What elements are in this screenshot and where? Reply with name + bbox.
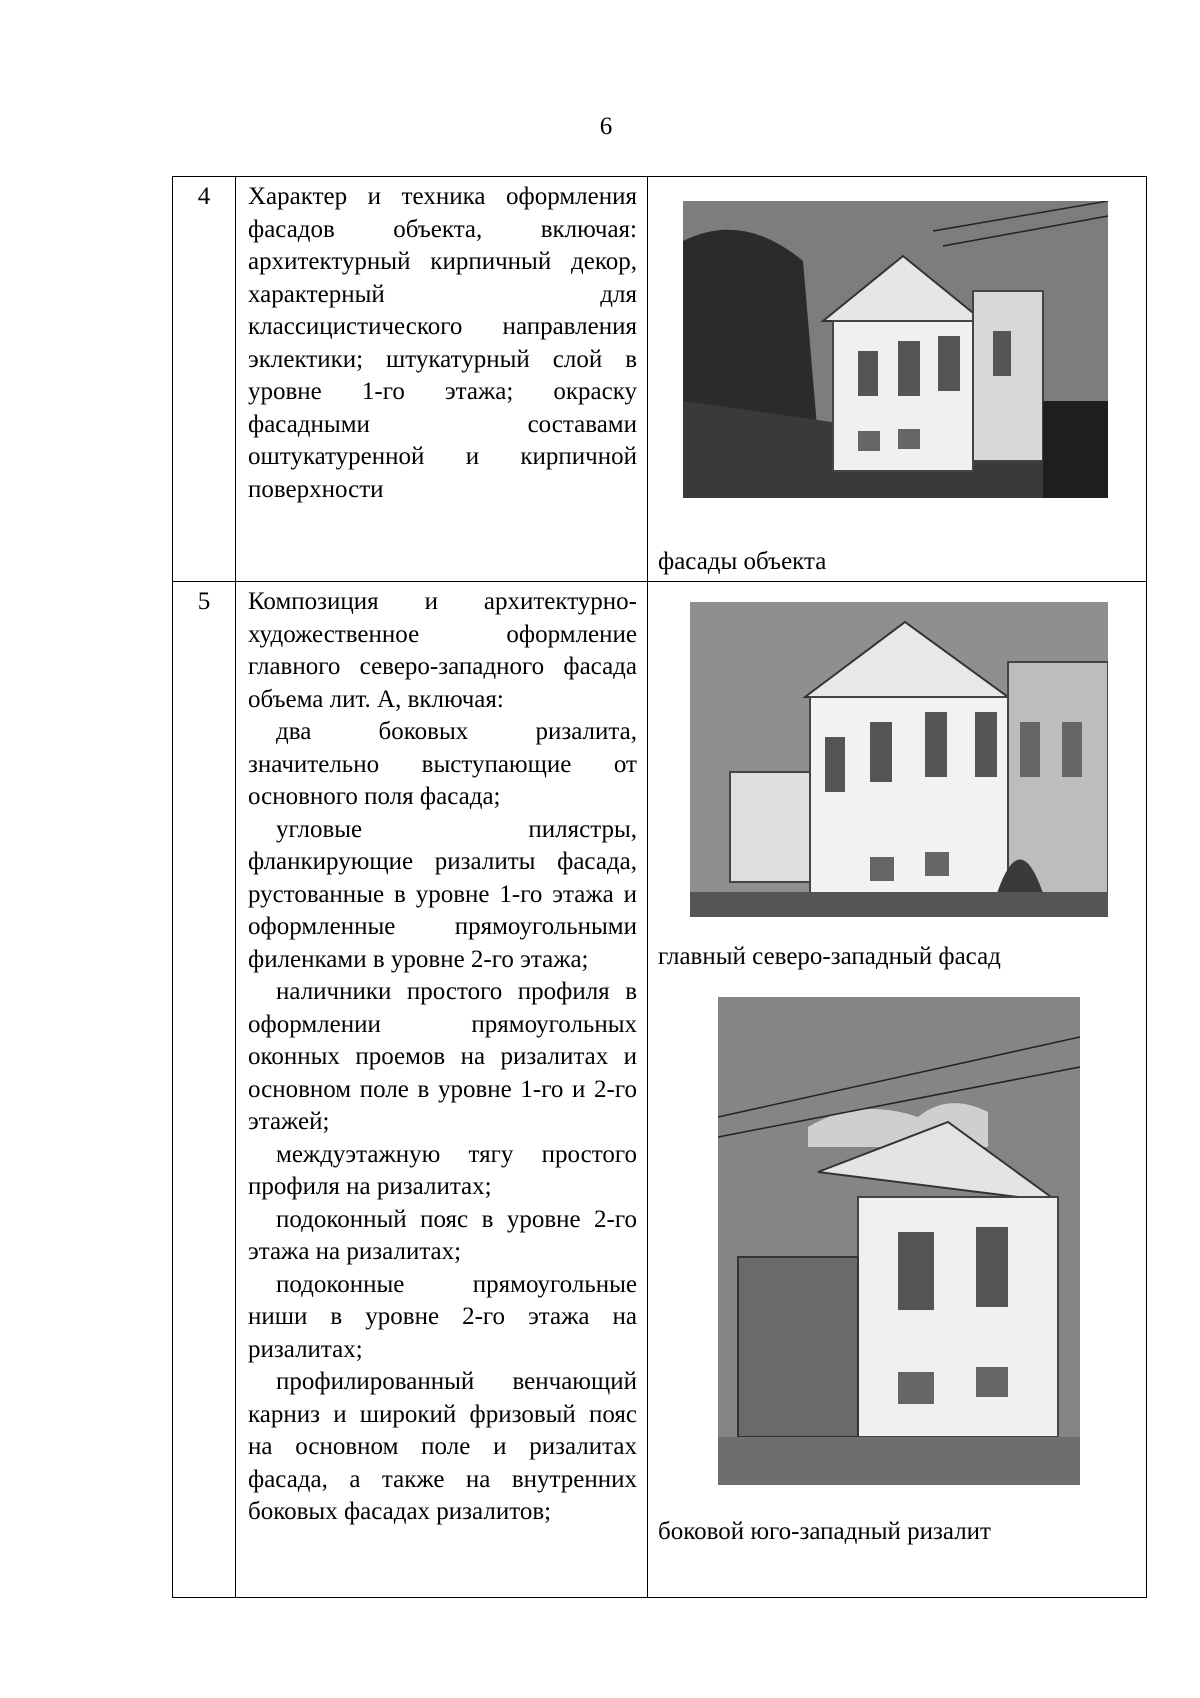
side-risalit-photo [718,997,1080,1485]
heritage-features-table [172,176,1147,1598]
page-number: 6 [599,113,613,140]
row-images [648,582,1147,1598]
description-paragraph: междуэтажную тягу простого профиля на ризалитах; [248,1140,637,1200]
facade-photo-drawing [683,201,1108,498]
description-paragraph: подоконный пояс в уровне 2-го этажа на ризалитах; [248,1205,637,1265]
row-images [648,177,1147,582]
table-row [173,177,1147,582]
facade-photo [683,201,1108,498]
photo-caption: главный северо-западный фасад [658,943,1001,970]
row-description [236,177,648,582]
description-paragraph: Композиция и архитектурно-художественное оформление главного северо-западного фасада объема лит. А, включая: [248,588,637,713]
table-row [173,582,1147,1598]
row-number: 4 [173,177,236,582]
row-number: 5 [173,582,236,1598]
description-paragraph: угловые пилястры, фланкирующие ризалиты фасада, рустованные в уровне 1-го этажа и оформленные прямоугольными филенками в уровне 2-го этажа; [248,815,637,973]
photo-caption: фасады объекта [658,548,827,575]
main-facade-photo-drawing [690,602,1108,917]
description-paragraph: два боковых ризалита, значительно выступающие от основного поля фасада; [248,718,637,810]
description-paragraph: подоконные прямоугольные ниши в уровне 2-го этажа на ризалитах; [248,1270,637,1363]
photo-caption: боковой юго-западный ризалит [658,1518,991,1545]
row-description [236,582,648,1598]
description-paragraph: профилированный венчающий карниз и широкий фризовый пояс на основном поле и ризалитах фасада, а также на внутренних боковых фасадах ризалитов; [248,1368,637,1525]
main-facade-photo [690,602,1108,917]
description-paragraph: Характер и техника оформления фасадов объекта, включая: архитектурный кирпичный декор, характерный для классицистического направления эклектики; штукатурный слой в уровне 1-го этажа; окраску фасадными составами оштукатуренной и кирпичной поверхности [248,183,637,503]
description-paragraph: наличники простого профиля в оформлении прямоугольных оконных проемов на ризалитах и основном поле в уровне 1-го и 2-го этажей; [248,978,637,1135]
side-risalit-photo-drawing [718,997,1080,1485]
